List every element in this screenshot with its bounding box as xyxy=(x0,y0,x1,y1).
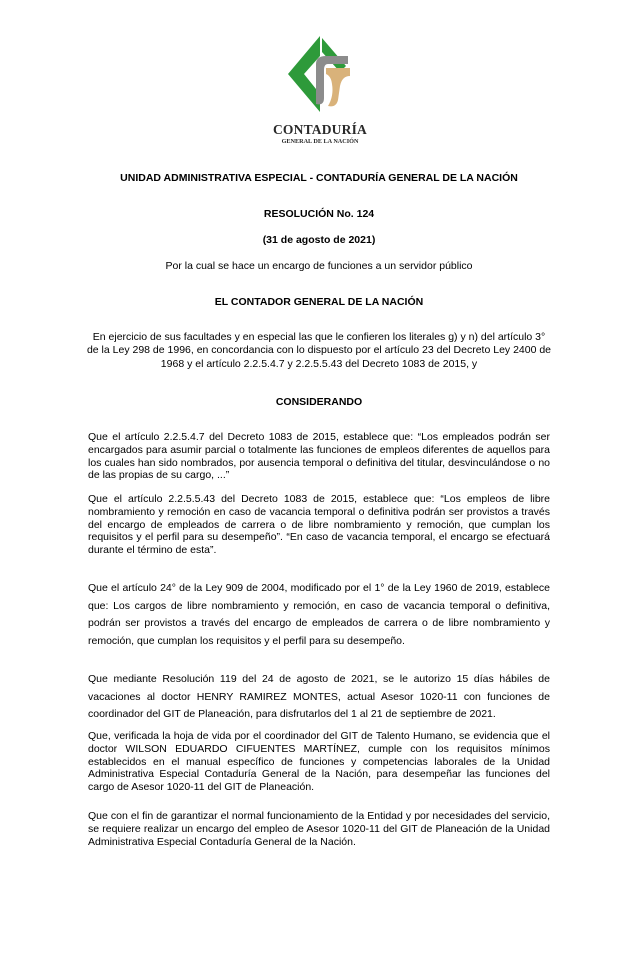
paragraph-5: Que, verificada la hoja de vida por el coordinador del GIT de Talento Humano, se evidencia que el doctor WILSON EDUARDO CIFUENTES MARTÍNEZ, cumple con los requisitos mínimos establecidos en el manual específico de funciones y competencias laborales de la Unidad Administrativa Especial Contaduría General de la Nación, para desempeñar las funciones del cargo de Asesor 1020-11 del GIT de Planeación. xyxy=(88,730,550,794)
contaduria-logo xyxy=(272,34,368,146)
considering-heading: CONSIDERANDO xyxy=(275,396,363,408)
entity-heading: UNIDAD ADMINISTRATIVA ESPECIAL - CONTADURÍA GENERAL DE LA NACIÓN xyxy=(120,172,518,184)
paragraph-2: Que el artículo 2.2.5.5.43 del Decreto 1083 de 2015, establece que: “Los empleos de libre nombramiento y remoción en caso de vacancia temporal o definitiva podrán ser provistos a través del encargo de empleados de carrera o de libre nombramiento y remoción, que cumplan los requisitos y el perfil para su desempeño”. “En caso de vacancia temporal, el encargo se efectuará durante el término de esta”. xyxy=(88,493,550,557)
resolution-date: (31 de agosto de 2021) xyxy=(262,234,376,246)
resolution-number: RESOLUCIÓN No. 124 xyxy=(263,208,375,220)
paragraph-4: Que mediante Resolución 119 del 24 de agosto de 2021, se le autorizo 15 días hábiles de vacaciones al doctor HENRY RAMIREZ MONTES, actual Asesor 1020-11 con funciones de coordinador del GIT de Planeación, para disfrutarlos del 1 al 21 de septiembre de 2021. xyxy=(88,673,550,721)
paragraph-6: Que con el fin de garantizar el normal funcionamiento de la Entidad y por necesidades del servicio, se requiere realizar un encargo del empleo de Asesor 1020-11 del GIT de Planeación de la Unidad Administrativa Especial Contaduría General de la Nación. xyxy=(88,810,550,848)
paragraph-3: Que el artículo 24° de la Ley 909 de 2004, modificado por el 1° de la Ley 1960 de 2019, establece que: Los cargos de libre nombramiento y remoción, en caso de vacancia temporal o definitiva, podrán ser provistos a través del encargo de empleados de carrera o de libre nombramiento y remoción, que cumplan los requisitos y el perfil para su desempeño. xyxy=(88,582,550,647)
resolution-subject: Por la cual se hace un encargo de funciones a un servidor público xyxy=(165,260,473,272)
authority-heading: EL CONTADOR GENERAL DE LA NACIÓN xyxy=(214,296,424,308)
contaduria-emblem-icon xyxy=(286,34,354,120)
preamble: En ejercicio de sus facultades y en especial las que le confieren los literales g) y n) del artículo 3° de la Ley 298 de 1996, en concordancia con lo dispuesto por el artículo 23 del Decreto Ley 2400 de 1968 y el artículo 2.2.5.4.7 y 2.2.5.5.43 del Decreto 1083 de 2015, y xyxy=(86,331,552,370)
logo-name: CONTADURÍA xyxy=(272,122,367,137)
paragraph-1: Que el artículo 2.2.5.4.7 del Decreto 1083 de 2015, establece que: “Los empleados podrán ser encargados para asumir parcial o totalmente las funciones de empleos diferentes de aquellos para los cuales han sido nombrados, por ausencia temporal o definitiva del titular, desvinculándose o no de las propias de su cargo, ...” xyxy=(88,431,550,482)
logo-subtitle: GENERAL DE LA NACIÓN xyxy=(281,138,359,145)
